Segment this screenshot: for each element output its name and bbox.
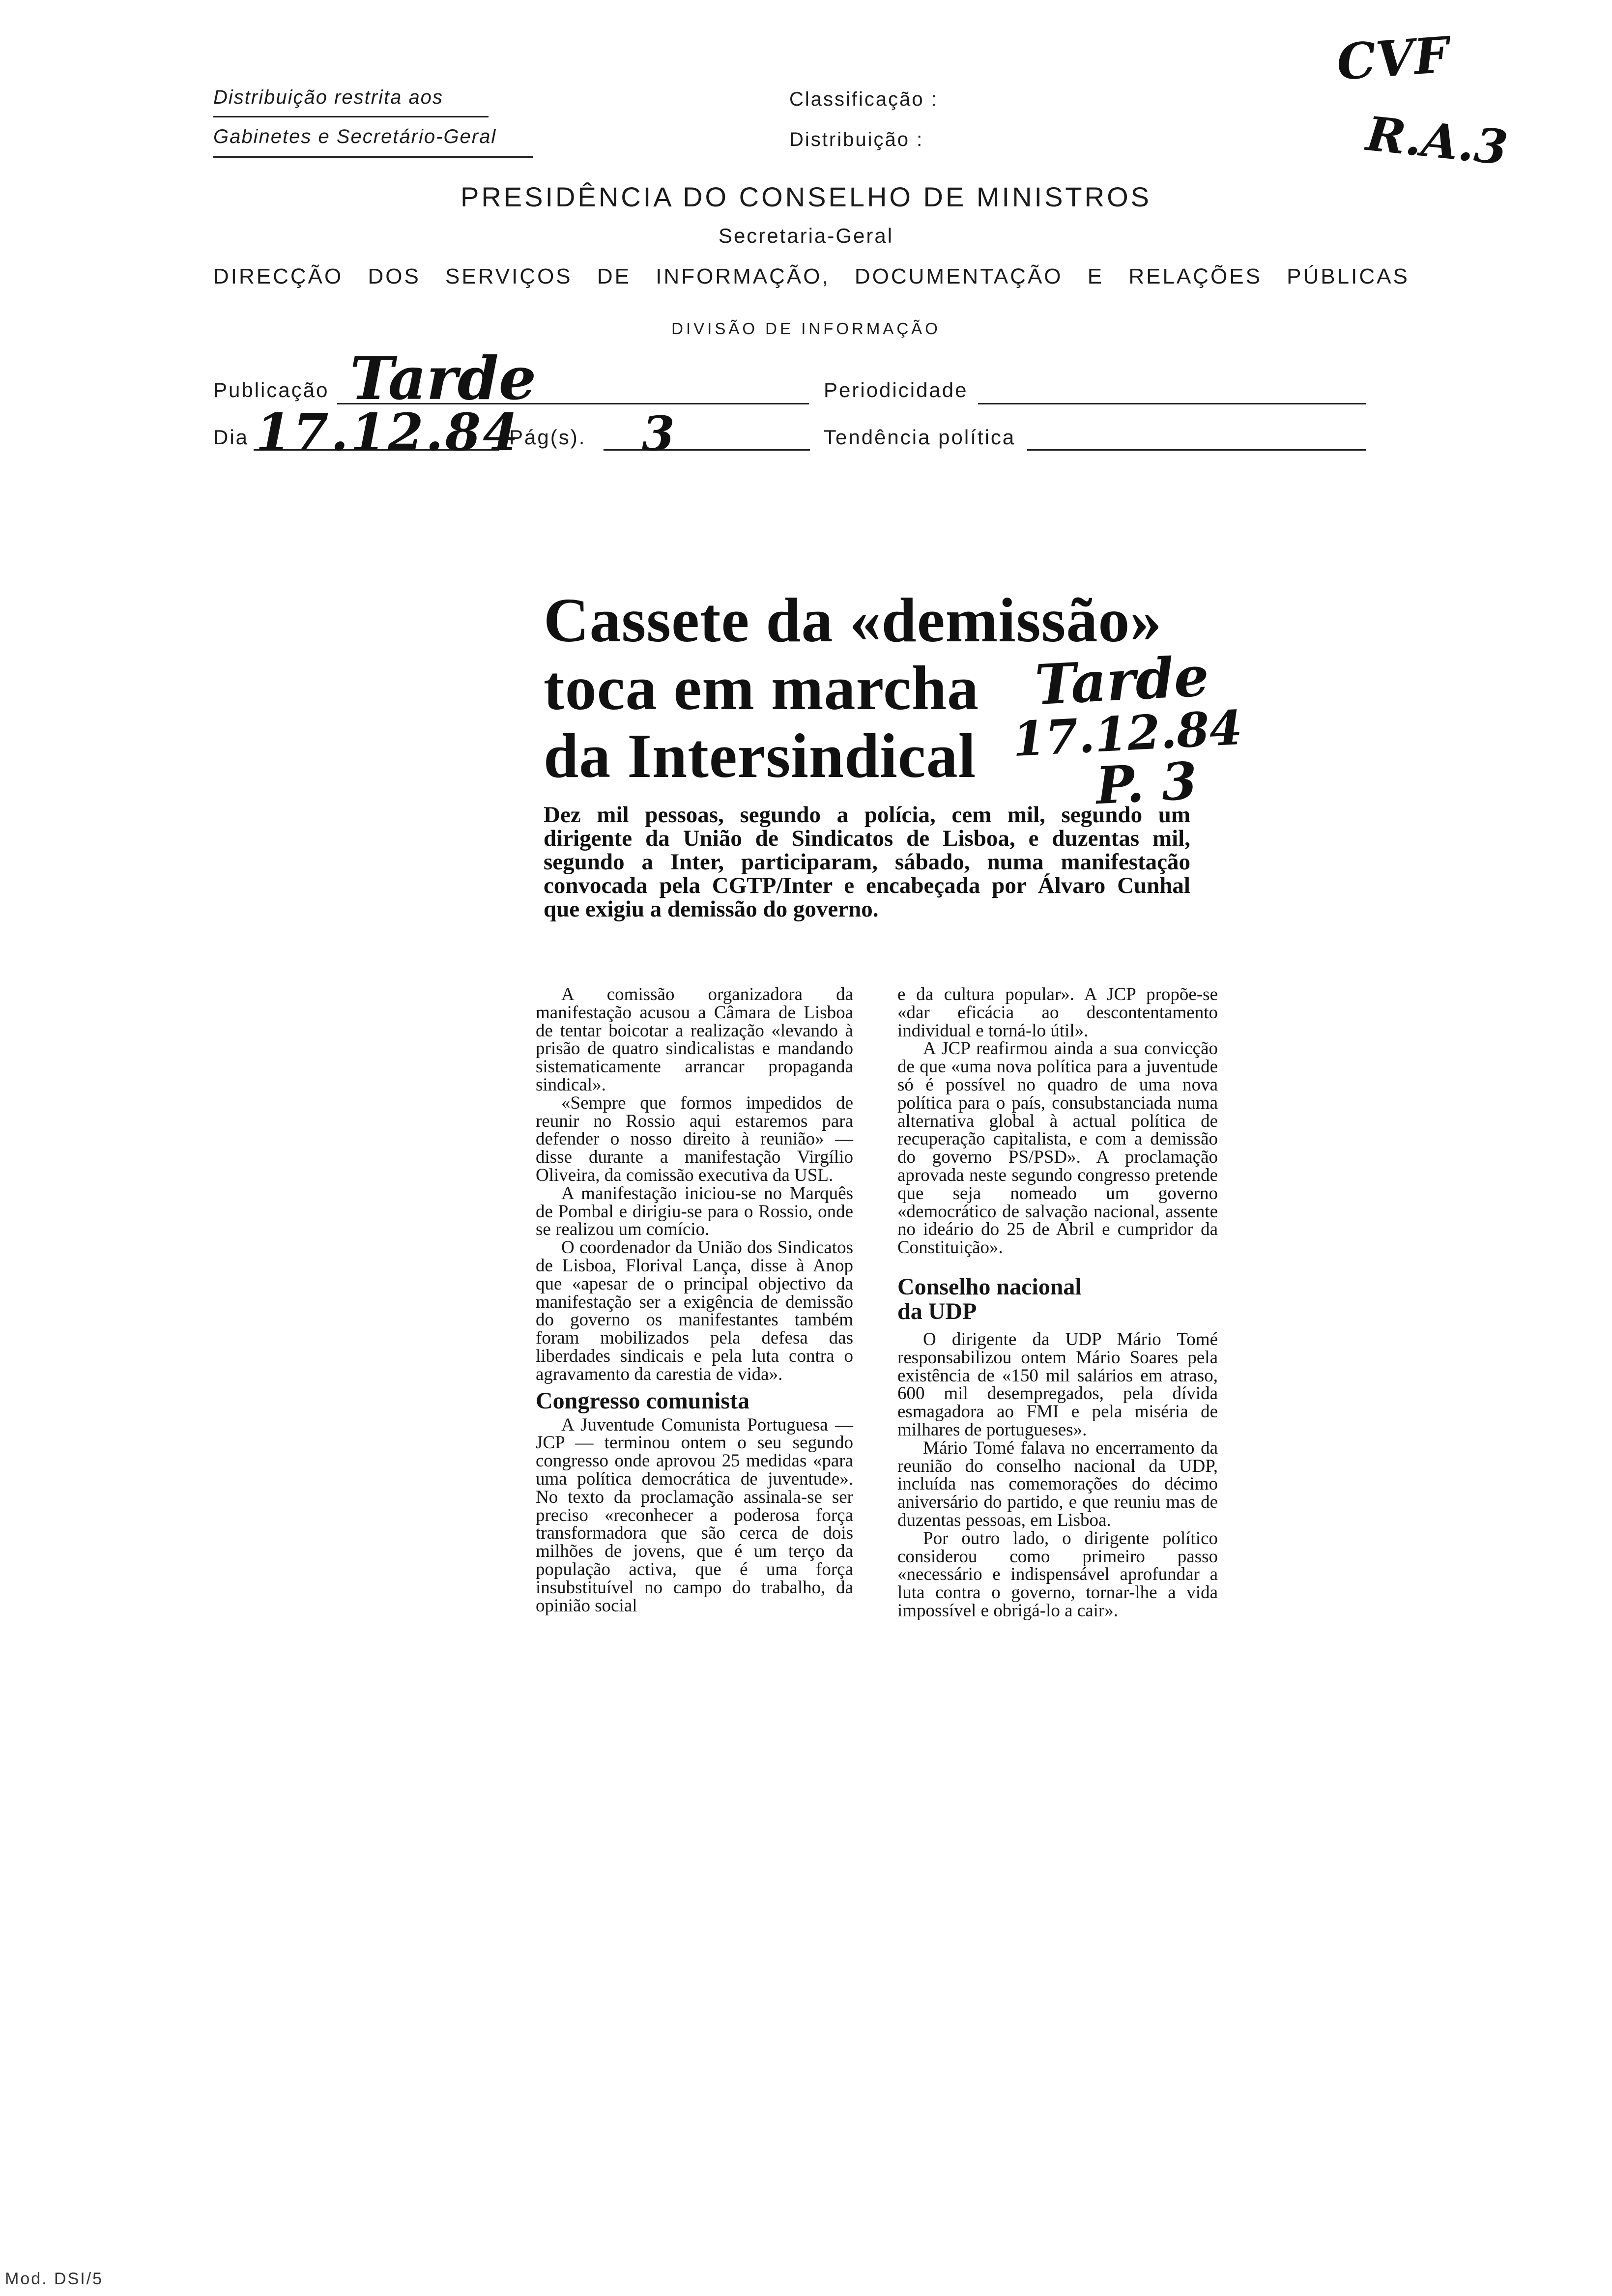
distribution-label: Distribuição : bbox=[789, 129, 924, 150]
headline-line-2: toca em marcha bbox=[544, 653, 979, 723]
margin-note: 17.12.84 bbox=[1011, 699, 1244, 768]
section-heading: da UDP bbox=[897, 1298, 977, 1324]
margin-note: Tarde bbox=[1033, 644, 1210, 718]
day-label: Dia bbox=[213, 426, 249, 449]
section-heading: Congresso comunista bbox=[536, 1387, 750, 1414]
headline-line-3: da Intersindical bbox=[544, 721, 977, 791]
paragraph: Por outro lado, o dirigente político considerou como primeiro passo «necessário e indispensável aprofundar a luta contra o governo, tornar-lhe a vida impossível e obrigá-lo a cair». bbox=[897, 1528, 1218, 1621]
periodicity-label: Periodicidade bbox=[824, 378, 968, 402]
pages-field bbox=[604, 449, 810, 451]
periodicity-field bbox=[978, 403, 1366, 404]
secretariat-title: Secretaria-Geral bbox=[718, 224, 894, 247]
divider-rule bbox=[213, 156, 533, 158]
paragraph: A JCP reafirmou ainda a sua convicção de que «uma nova política para a juventude só é possível no quadro de uma nova política para o país, consubstanciada numa alternativa global à actual política de recuperação capitalista, e com a demissão do governo PS/PSD». A proclamação aprovada neste segundo congresso pretende que seja nomeado um governo «democrático de salvação nacional, assente no ideário do 25 de Abril e cumpridor da Constituição». bbox=[897, 1038, 1218, 1258]
paragraph: A Juventude Comunista Portuguesa — JCP — terminou ontem o seu segundo congresso onde aprovou 25 medidas «para uma política democrática de juventude». No texto da proclamação assinala-se ser preciso «reconhecer a poderosa força transformadora que são cerca de dois milhões de jovens, que é um terço da população activa, que é uma força insubstituível no campo do trabalho, da opinião social bbox=[536, 1414, 853, 1616]
article-column-2 bbox=[897, 986, 1218, 1620]
publication-label: Publicação bbox=[213, 378, 329, 402]
paragraph: Mário Tomé falava no encerramento da reunião do conselho nacional da UDP, incluída nas comemorações do décimo aniversário do partido, e que reuniu mas de duzentas pessoas, em Lisboa. bbox=[897, 1437, 1218, 1530]
paragraph: «Sempre que formos impedidos de reunir no Rossio aqui estaremos para defender o nosso direito à reunião» — disse durante a manifestação Virgílio Oliveira, da comissão executiva da USL. bbox=[536, 1092, 853, 1185]
date-value: 17.12.84 bbox=[256, 402, 520, 462]
paragraph: A comissão organizadora da manifestação acusou a Câmara de Lisboa de tentar boicotar a realização «levando à prisão de quatro sindicalistas e mandando sistematicamente arrancar propaganda sindical». bbox=[536, 984, 853, 1095]
publication-value: Tarde bbox=[350, 344, 537, 413]
handwritten-note: CVF bbox=[1335, 26, 1451, 91]
handwritten-note: R.A.3 bbox=[1363, 106, 1511, 176]
headline-line-1: Cassete da «demissão» bbox=[544, 585, 1162, 655]
political-field bbox=[1027, 449, 1366, 451]
paragraph: O coordenador da União dos Sindicatos de Lisboa, Florival Lança, disse à Anop que «apesar de o principal objectivo da manifestação ser a exigência de demissão do governo os manifestantes também foram mobilizados pela defesa das liberdades sindicais e pela luta contra o agravamento da carestia de vida». bbox=[536, 1237, 853, 1384]
distribution-line-2: Gabinetes e Secretário-Geral bbox=[213, 126, 497, 147]
section-heading: Conselho nacional bbox=[897, 1273, 1082, 1300]
article-column-1 bbox=[536, 986, 853, 1615]
paragraph: e da cultura popular». A JCP propõe-se «dar eficácia ao descontentamento individual e torná-lo útil». bbox=[897, 984, 1218, 1041]
paragraph: O dirigente da UDP Mário Tomé responsabilizou ontem Mário Soares pela existência de «150 mil salários em atraso, 600 mil desempregados, pela dívida esmagadora ao FMI e pela miséria de milhares de portugueses». bbox=[897, 1329, 1218, 1440]
form-code: Mod. DSI/5 bbox=[5, 2269, 104, 2288]
directorate-title: DIRECÇÃO DOS SERVIÇOS DE INFORMAÇÃO, DOCUMENTAÇÃO E RELAÇÕES PÚBLICAS bbox=[213, 264, 1410, 288]
divider-rule bbox=[213, 116, 489, 117]
classification-label: Classificação : bbox=[789, 88, 938, 110]
distribution-line-1: Distribuição restrita aos bbox=[213, 86, 443, 108]
page-value: 3 bbox=[642, 406, 675, 461]
margin-note: P. 3 bbox=[1094, 750, 1199, 816]
paragraph: A manifestação iniciou-se no Marquês de Pombal e dirigiu-se para o Rossio, onde se realizou um comício. bbox=[536, 1183, 853, 1240]
division-title: DIVISÃO DE INFORMAÇÃO bbox=[671, 319, 941, 338]
agency-title: PRESIDÊNCIA DO CONSELHO DE MINISTROS bbox=[461, 181, 1151, 212]
political-label: Tendência política bbox=[824, 426, 1016, 449]
article-lead: Dez mil pessoas, segundo a polícia, cem mil, segundo um dirigente da União de Sindicatos de Lisboa, e duzentas mil, segundo a Inter, participaram, sábado, numa manifestação convocada pela CGTP/Inter e encabeçada por Álvaro Cunhal que exigiu a demissão do governo. bbox=[544, 802, 1190, 922]
pages-label: Pág(s). bbox=[509, 426, 586, 449]
